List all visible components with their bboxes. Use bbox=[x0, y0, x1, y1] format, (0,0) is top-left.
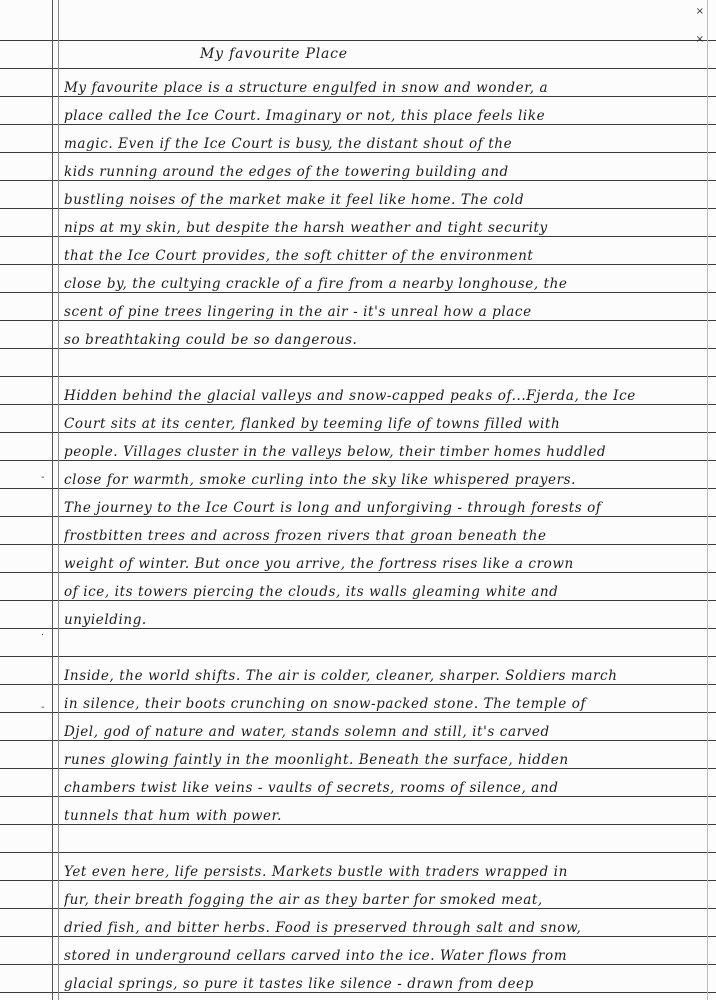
margin-line bbox=[52, 0, 53, 1000]
text-line: close by, the cultying crackle of a fire from a nearby longhouse, the bbox=[64, 276, 568, 292]
text-line: Djel, god of nature and water, stands solemn and still, it's carved bbox=[64, 724, 550, 740]
text-line: Yet even here, life persists. Markets bustle with traders wrapped in bbox=[64, 864, 568, 880]
margin-mark: × bbox=[695, 34, 704, 45]
text-line: weight of winter. But once you arrive, the fortress rises like a crown bbox=[64, 556, 574, 572]
text-line: magic. Even if the Ice Court is busy, the distant shout of the bbox=[64, 136, 513, 152]
margin-mark: · bbox=[41, 630, 45, 641]
text-line: Court sits at its center, flanked by teeming life of towns filled with bbox=[64, 416, 561, 432]
text-line: frostbitten trees and across frozen rivers that groan beneath the bbox=[64, 528, 547, 544]
text-line: dried fish, and bitter herbs. Food is preserved through salt and snow, bbox=[64, 920, 582, 936]
text-line: so breathtaking could be so dangerous. bbox=[64, 332, 358, 348]
text-line: scent of pine trees lingering in the air - it's unreal how a place bbox=[64, 304, 532, 320]
margin-line-inner bbox=[58, 0, 59, 1000]
margin-mark: × bbox=[695, 6, 704, 17]
text-line: The journey to the Ice Court is long and unforgiving - through forests of bbox=[64, 500, 602, 516]
text-line: stored in underground cellars carved into the ice. Water flows from bbox=[64, 948, 568, 964]
text-line: Inside, the world shifts. The air is colder, cleaner, sharper. Soldiers march bbox=[64, 668, 618, 684]
text-line: unyielding. bbox=[64, 612, 147, 628]
text-line: glacial springs, so pure it tastes like silence - drawn from deep bbox=[64, 976, 534, 992]
text-line: people. Villages cluster in the valleys below, their timber homes huddled bbox=[64, 444, 607, 460]
text-line: Hidden behind the glacial valleys and snow-capped peaks of...Fjerda, the Ice bbox=[64, 388, 636, 404]
text-line: fur, their breath fogging the air as they barter for smoked meat, bbox=[64, 892, 543, 908]
text-line: in silence, their boots crunching on snow-packed stone. The temple of bbox=[64, 696, 587, 712]
margin-mark: - bbox=[41, 472, 45, 483]
page-title: My favourite Place bbox=[200, 46, 348, 62]
text-line: chambers twist like veins - vaults of secrets, rooms of silence, and bbox=[64, 780, 559, 796]
text-line: that the Ice Court provides, the soft chitter of the environment bbox=[64, 248, 534, 264]
text-line: runes glowing faintly in the moonlight. Beneath the surface, hidden bbox=[64, 752, 569, 768]
text-line: My favourite place is a structure engulfed in snow and wonder, a bbox=[64, 80, 549, 96]
text-line: tunnels that hum with power. bbox=[64, 808, 283, 824]
text-line: nips at my skin, but despite the harsh weather and tight security bbox=[64, 220, 548, 236]
text-line: place called the Ice Court. Imaginary or not, this place feels like bbox=[64, 108, 546, 124]
page-edge bbox=[707, 0, 708, 1000]
margin-mark: - bbox=[41, 702, 45, 713]
text-line: of ice, its towers piercing the clouds, its walls gleaming white and bbox=[64, 584, 559, 600]
text-line: kids running around the edges of the towering building and bbox=[64, 164, 509, 180]
text-line: bustling noises of the market make it feel like home. The cold bbox=[64, 192, 525, 208]
text-line: close for warmth, smoke curling into the sky like whispered prayers. bbox=[64, 472, 577, 488]
